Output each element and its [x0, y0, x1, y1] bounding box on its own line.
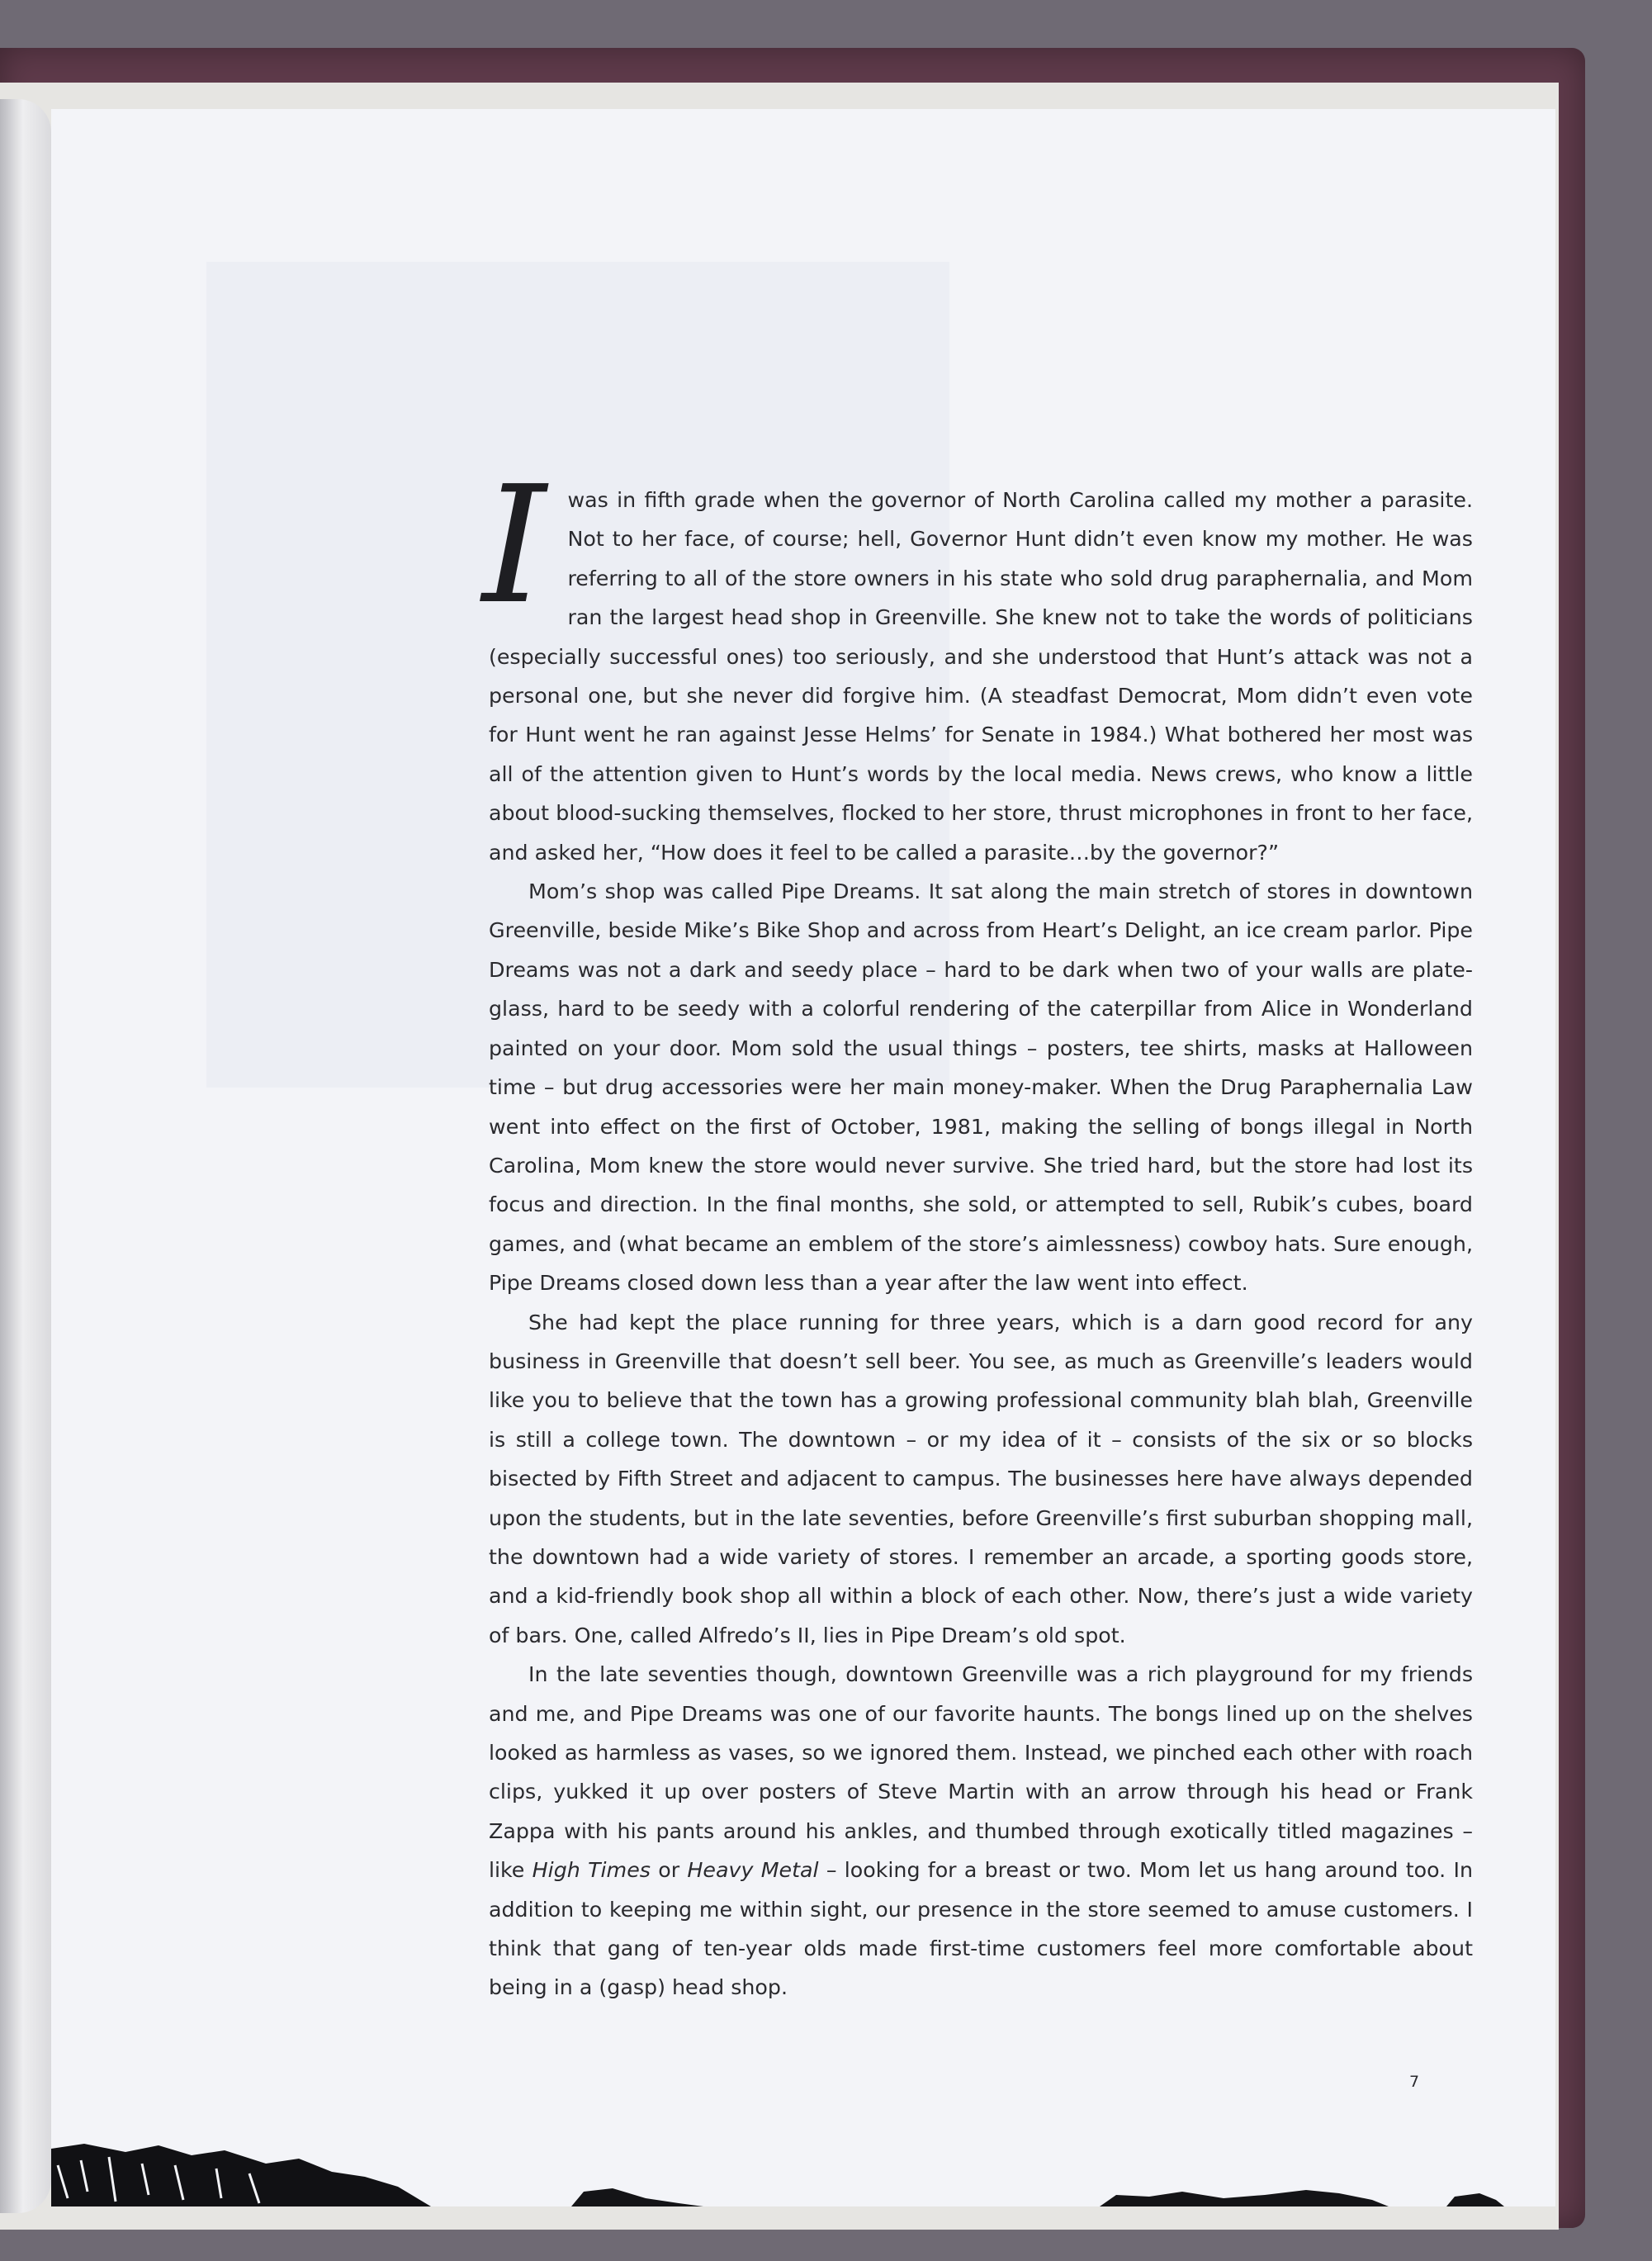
paragraph-text: In the late seventies though, downtown Greenville was a rich playground for my friends and me, and Pipe Dreams was one of our favorite haunts. The bongs lined up on the shelves looked as harmless as vases, so we ignored them. Instead, we pinched each other with roach clips, yukked it up over posters of Steve Martin with an arrow through his head or Frank Zappa with his pants around his ankles, and thumbed through exotically titled magazines – like: [489, 1662, 1473, 1883]
paragraph-text: Mom’s shop was called Pipe Dreams. It sat along the main stretch of stores in downtown Greenville, beside Mike’s Bike Shop and across from Heart’s Delight, an ice cream parlor. Pipe Dreams was not a dark and seedy place – hard to be dark when two of your walls are plate-glass, hard to be seedy with a colorful rendering of the caterpillar from Alice in Wonderland painted on your door. Mom sold the usual things – posters, tee shirts, masks at Halloween time – but drug accessories were her main money-maker. When the Drug Paraphernalia Law went into effect on the first of October, 1981, making the selling of bongs illegal in North Carolina, Mom knew the store would never survive. She tried hard, but the store had lost its focus and direction. In the final months, she sold, or attempted to sell, Rubik’s cubes, board games, and (what became an emblem of the store’s aimlessness) cowboy hats. Sure enough, Pipe Dreams closed down less than a year after the law went into effect.: [489, 879, 1473, 1296]
book-page: [51, 109, 1555, 2206]
bottom-silhouette-graphic: [51, 2140, 1555, 2206]
paragraph: [489, 1655, 1473, 2007]
italic-title-text: High Times: [532, 1858, 651, 1883]
page-number: 7: [1409, 2073, 1420, 2091]
italic-title-text: Heavy Metal: [687, 1858, 819, 1883]
paragraph: [482, 452, 1473, 872]
paragraph: [489, 1303, 1473, 1656]
body-text: [482, 452, 1473, 2007]
paragraph-text: or: [650, 1858, 688, 1883]
paragraph-text: She had kept the place running for three years, which is a darn good record for any business in Greenville that doesn’t sell beer. You see, as much as Greenville’s leaders would like you to believe that the town has a growing professional community blah blah, Greenville is still a college town. The downtown – or my idea of it – consists of the six or so blocks bisected by Fifth Street and adjacent to campus. The businesses here have always depended upon the students, but in the late seventies, before Greenville’s first suburban shopping mall, the downtown had a wide variety of stores. I remember an arcade, a sporting goods store, and a kid-friendly book shop all within a block of each other. Now, there’s just a wide variety of bars. One, called Alfredo’s II, lies in Pipe Dream’s old spot.: [489, 1310, 1473, 1647]
drop-cap: I: [482, 452, 547, 640]
left-page-gutter: [0, 99, 51, 2213]
paragraph-text: – looking for a breast or two. Mom let us hang around too. In addition to keeping me within sight, our presence in the store seemed to amuse customers. I think that gang of ten-year olds made first-time customers feel more comfortable about being in a (gasp) head shop.: [489, 1858, 1473, 2000]
paragraph-text: was in fifth grade when the governor of North Carolina called my mother a parasite. Not to her face, of course; hell, Governor Hunt didn’t even know my mother. He was referring to all of the store owners in his state who sold drug paraphernalia, and Mom ran the largest head shop in Greenville. She knew not to take the words of politicians (especially successful ones) too seriously, and she understood that Hunt’s attack was not a personal one, but she never did forgive him. (A steadfast Democrat, Mom didn’t even vote for Hunt went he ran against Jesse Helms’ for Senate in 1984.) What bothered her most was all of the attention given to Hunt’s words by the local media. News crews, who know a little about blood-sucking themselves, flocked to her store, thrust microphones in front to her face, and asked her, “How does it feel to be called a parasite…by the governor?”: [489, 488, 1473, 865]
paragraph: [489, 872, 1473, 1302]
